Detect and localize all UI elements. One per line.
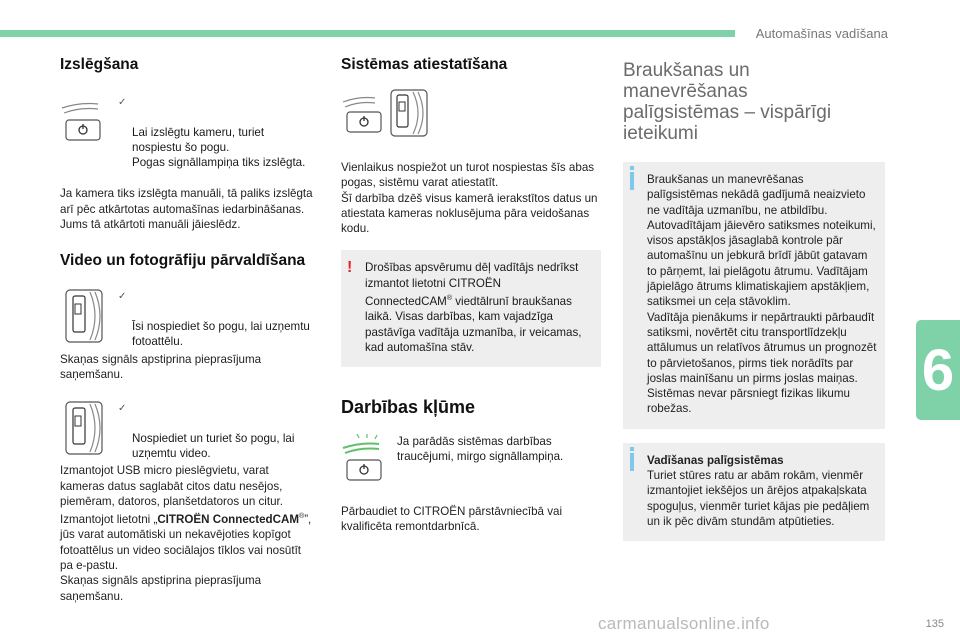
blinking-camera-button-icon (341, 434, 393, 490)
paragraph: Pārbaudiet to CITROËN pārstāvniecībā vai kvalificēta remontdarbnīcā. (341, 505, 563, 534)
registered-mark: ® (299, 513, 305, 521)
paragraph-part: ”, jūs varat automātiski un nekavējoties kopīgot fotoattēlus un video sociālajos tīklos vai nosūtīt pa e-pastu. Skaņas signāls apstiprina pieprasījuma saņemšanu. (60, 513, 312, 603)
section-title-video: Video un fotogrāfiju pārvaldīšana (60, 252, 306, 270)
header-bar (0, 30, 735, 37)
paragraph-usb (60, 463, 316, 604)
info-icon (630, 453, 634, 471)
info-note-driving-aids (623, 443, 885, 541)
paragraph: Ja kamera tiks izslēgta manuāli, tā paliks izslēgta arī pēc atkārtotas automašīnas iedarbināšanas. Jums tā atkārtoti manuāli jāieslēdz. (60, 187, 313, 232)
info-title: Vadīšanas palīgsistēmas (647, 453, 784, 467)
step-turn-off (60, 94, 316, 170)
check-bullet-icon: ✓ (118, 97, 127, 108)
step-text-content: Īsi nospiediet šo pogu, lai uzņemtu fotoattēlu. (132, 319, 310, 349)
column-1 (60, 56, 316, 604)
paragraph-part: Izmantojot USB micro pieslēgvietu, varat kameras datus saglabāt citos datu nesējos, piemēram, datoros, planšetdatoros un citur. Izmantojot lietotni „ (60, 464, 283, 527)
page-title: Braukšanas un manevrēšanas palīgsistēmas – vispārīgi ieteikumi (623, 60, 832, 144)
registered-mark: ® (446, 295, 453, 303)
page-number: 135 (925, 618, 944, 630)
column-3 (623, 60, 885, 541)
warning-icon: ! (347, 259, 353, 277)
info-text: Braukšanas un manevrēšanas palīgsistēmas nekādā gadījumā neaizvieto ne vadītāja uzmanību, ne atbildību. Autovadītājam jāievēro satiksmes noteikumi, visos apstākļos jāsaglabā kontrole pār automašīnu un jebkurā brīdī jābūt gatavam to pārņemt, lai pielāgotu ātrumu. Vadītājam jāpielāgo ātrums klimatiskajiem apstākļiem, satiksmei un ceļa stāvoklim. Vadītāja pienākums ir nepārtraukti pārbaudīt satiksmi, novērtēt citu transportlīdzekļu attālumus un relatīvos ātrumus un prognozēt to pārvietošanos, pirms tiek norādīts par joslas mainīšanu un pirms joslas maiņas. Sistēmas nevar pārsniegt fizikas likumu robežas. (647, 173, 877, 416)
chapter-tab (916, 320, 960, 420)
hazard-text: Drošības apsvērumu dēļ vadītājs nedrīkst izmantot lietotni CITROËN ConnectedCAM (365, 261, 579, 308)
check-bullet-icon: ✓ (118, 291, 127, 303)
info-icon (630, 172, 634, 190)
paragraph: Skaņas signāls apstiprina pieprasījuma saņemšanu. (60, 352, 262, 381)
section-title-reset: Sistēmas atiestatīšana (341, 56, 508, 73)
section-title-izslegsana: Izslēgšana (60, 56, 139, 73)
step-text-content: Lai izslēgtu kameru, turiet nospiestu šo pogu. Pogas signāllampiņa tiks izslēgta. (132, 125, 306, 170)
info-note-general (623, 162, 885, 429)
step-text (118, 400, 316, 461)
hazard-note (341, 250, 601, 367)
step-photo (60, 288, 316, 349)
brand-name: CITROËN ConnectedCAM (157, 513, 300, 527)
hazard-text: viedtālrunī braukšanas laikā. Visas darbības, kam vajadzīga pastāvīga vadītāja uzmanība, ir veicamas, kad automašīna stāv. (365, 294, 582, 354)
watermark: carmanualsonline.info (598, 614, 770, 633)
camera-capture-button-icon (60, 400, 112, 456)
column-2 (341, 56, 601, 535)
step-text-content: Nospiediet un turiet šo pogu, lai uzņemtu video. (132, 431, 295, 461)
reset-buttons-icon (341, 88, 601, 138)
camera-button-icon (60, 94, 112, 150)
step-video (60, 400, 316, 461)
header-title: Automašīnas vadīšana (755, 26, 888, 41)
section-title-malfunction: Darbības kļūme (341, 397, 476, 418)
chapter-number: 6 (921, 337, 955, 403)
info-text: Turiet stūres ratu ar abām rokām, vienmēr izmantojiet iekšējos un ārējos atpakaļskata spoguļus, vienmēr turiet kājas pie pedāļiem un ik pēc divām stundām atpūtieties. (647, 469, 870, 528)
camera-capture-button-icon (60, 288, 112, 344)
step-text (118, 94, 316, 170)
paragraph: Vienlaikus nospiežot un turot nospiestas šīs abas pogas, sistēmu varat atiestatīt. Šī darbība dzēš visus kamerā ierakstītos datus un atiestata kameras noklusējuma pāra veidošanas kodu. (341, 161, 598, 236)
step-malfunction (341, 434, 601, 488)
step-text-content: Ja parādās sistēmas darbības traucējumi, mirgo signāllampiņa. (397, 435, 564, 464)
check-bullet-icon: ✓ (118, 403, 127, 415)
step-text (118, 288, 316, 349)
